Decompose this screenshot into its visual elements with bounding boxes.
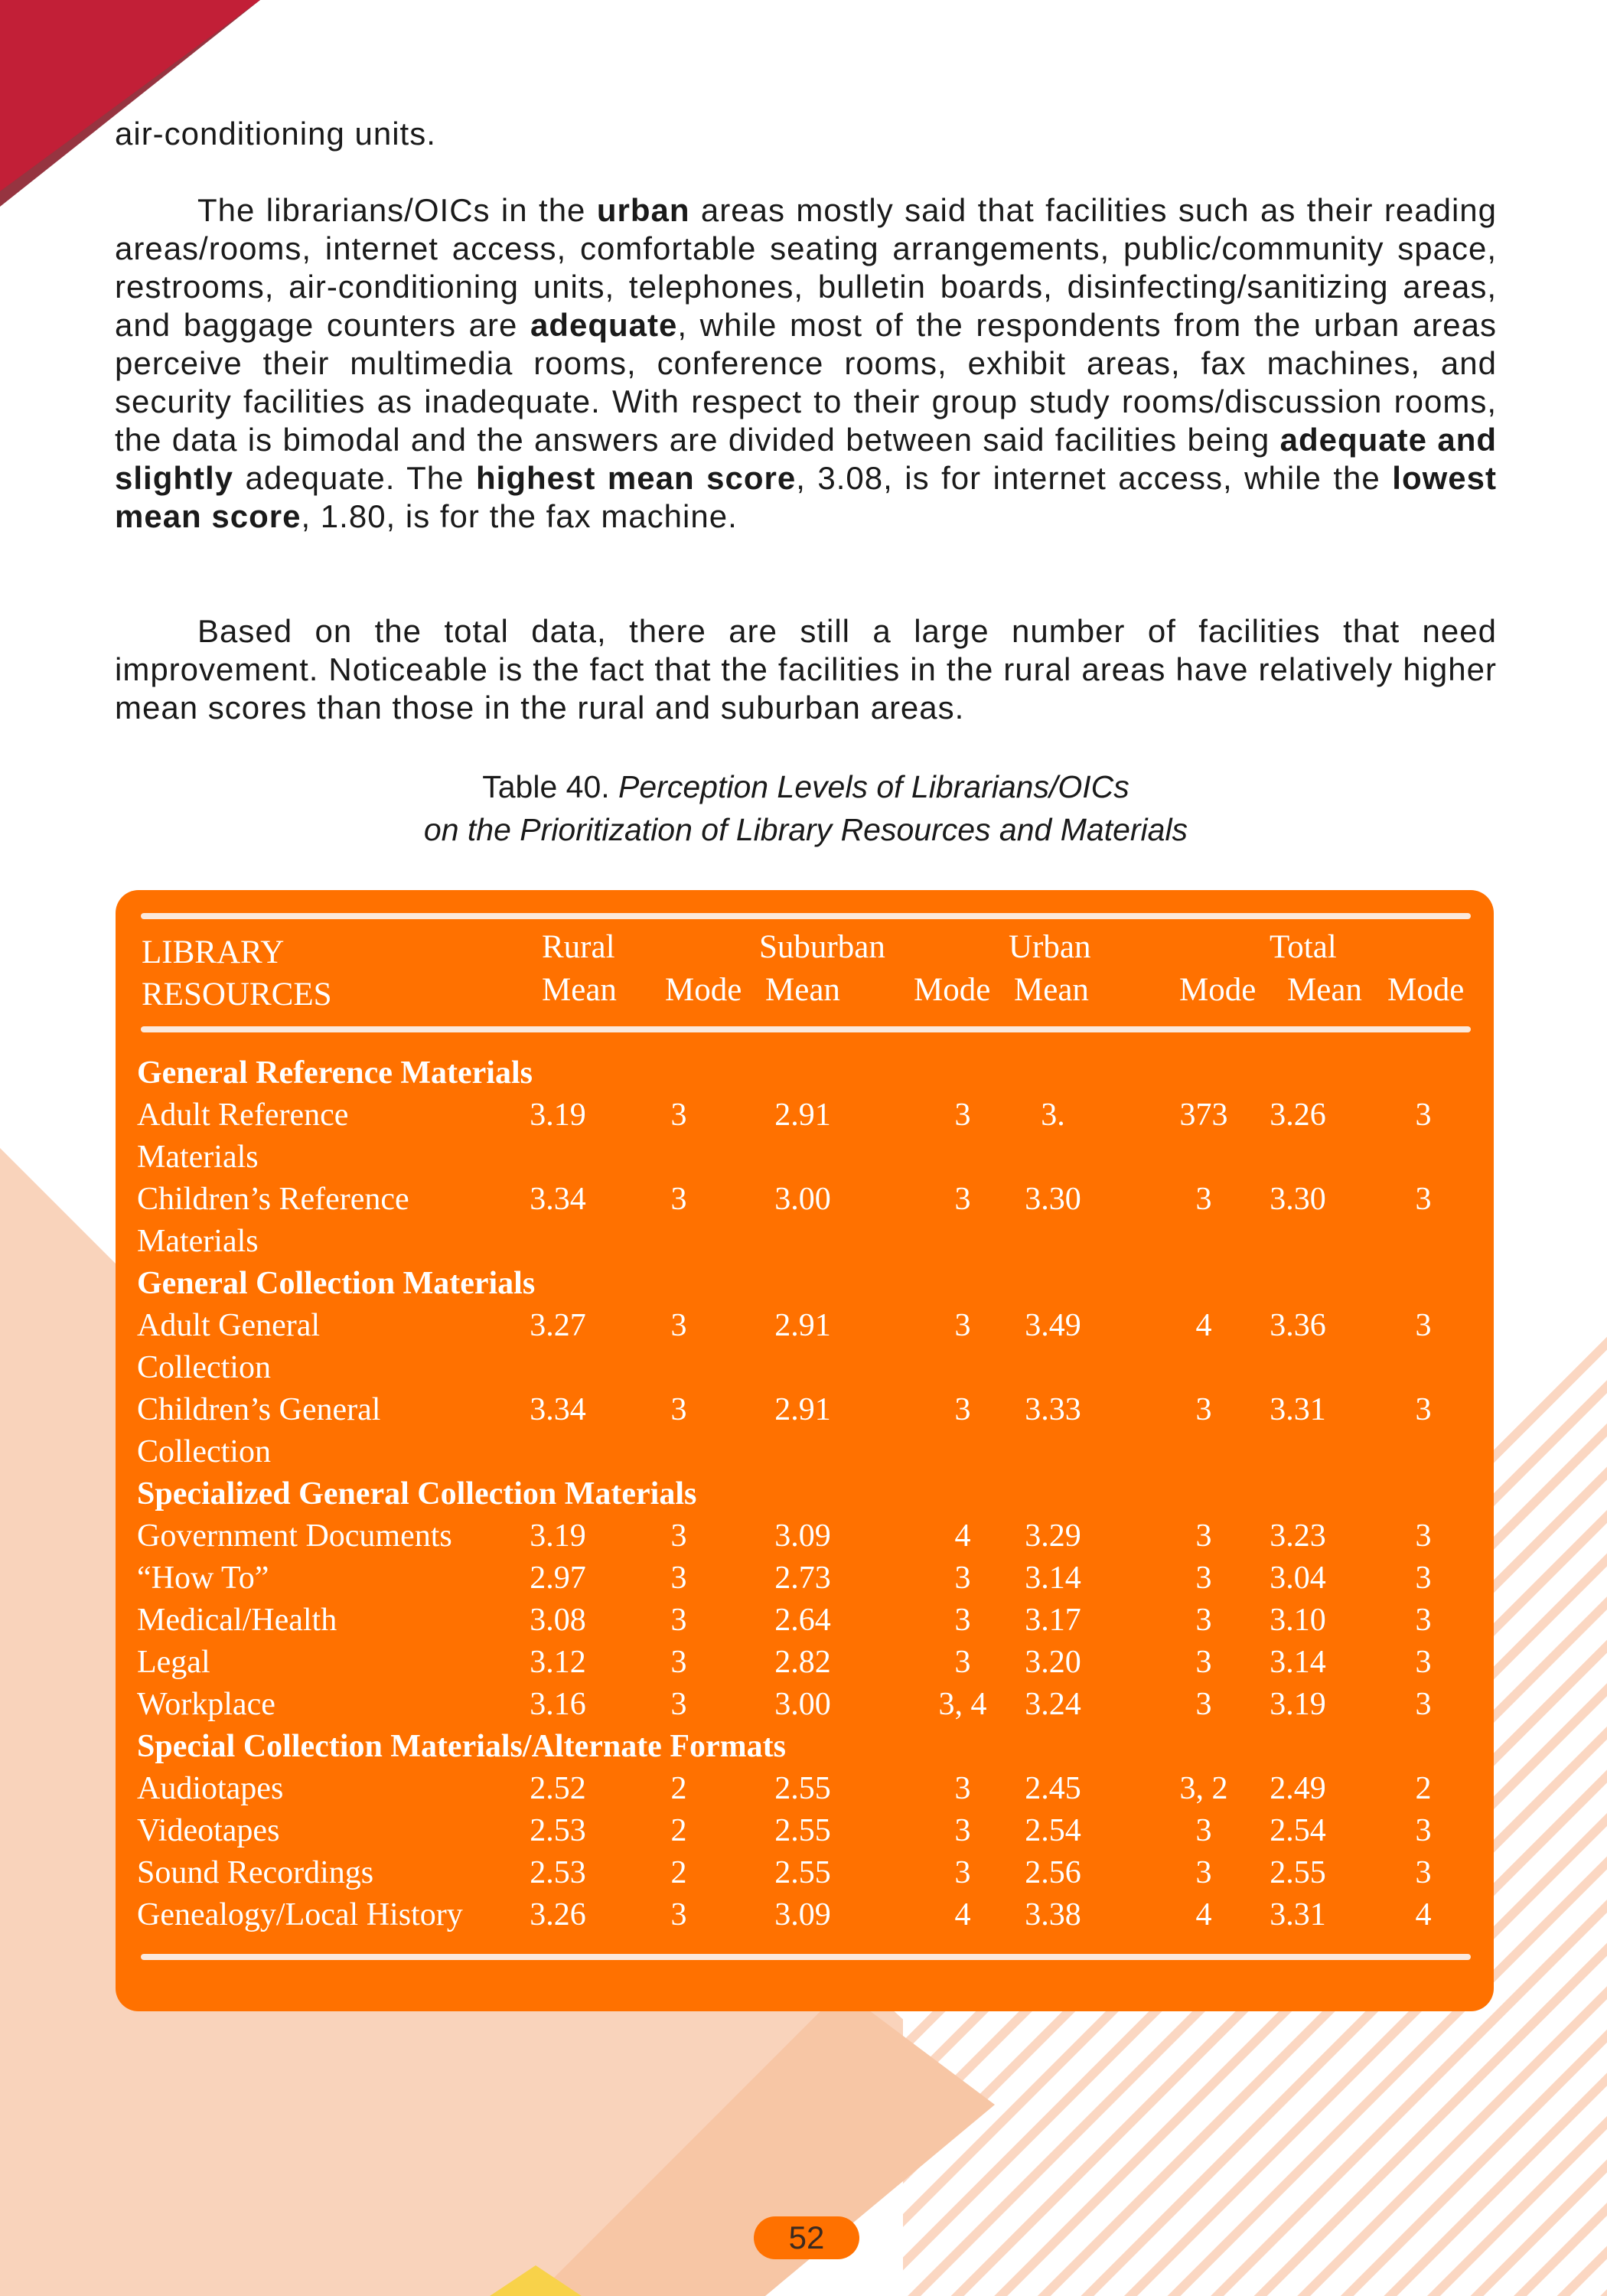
table-cell: 3.31 [1270, 1392, 1326, 1427]
row-label: Genealogy/Local History [137, 1897, 463, 1932]
header-library-line2: RESOURCES [142, 977, 332, 1013]
section-heading: General Collection Materials [137, 1266, 536, 1301]
header-library-line1: LIBRARY [142, 934, 285, 970]
table-cell: 3 [1415, 1392, 1432, 1427]
row-label: Materials [137, 1224, 259, 1259]
table-cell: 3 [1195, 1813, 1212, 1848]
row-label: Audiotapes [137, 1771, 284, 1806]
table-bottom-rule [141, 1954, 1471, 1960]
table-cell: 3, 2 [1179, 1771, 1228, 1806]
table-cell: 3 [670, 1603, 687, 1638]
row-label: Government Documents [137, 1518, 452, 1554]
table-cell: 2.55 [1270, 1855, 1326, 1890]
table-cell: 3 [1195, 1645, 1212, 1680]
table-cell: 3.16 [530, 1687, 586, 1722]
header-sub-1: Mode [665, 972, 742, 1008]
table-cell: 3.00 [774, 1182, 831, 1217]
table-cell: 2.53 [530, 1813, 586, 1848]
header-sub-3: Mode [914, 972, 991, 1008]
table-cell: 4 [1195, 1897, 1212, 1932]
table-cell: 4 [954, 1518, 971, 1554]
data-table [116, 890, 1494, 2011]
table-cell: 4 [1195, 1308, 1212, 1343]
table-cell: 3.17 [1025, 1603, 1081, 1638]
table-caption [115, 765, 1497, 851]
row-label: Collection [137, 1434, 271, 1469]
table-cell: 2.82 [774, 1645, 831, 1680]
section-heading: General Reference Materials [137, 1055, 533, 1091]
row-label: “How To” [137, 1561, 269, 1596]
table-cell: 3 [954, 1097, 971, 1133]
table-cell: 3.49 [1025, 1308, 1081, 1343]
table-cell: 2 [670, 1771, 687, 1806]
table-cell: 3 [670, 1687, 687, 1722]
row-label: Adult Reference [137, 1097, 349, 1133]
table-cell: 3 [954, 1392, 971, 1427]
table-cell: 2.91 [774, 1308, 831, 1343]
table-cell: 2.52 [530, 1771, 586, 1806]
row-label: Adult General [137, 1308, 321, 1343]
table-cell: 3 [670, 1518, 687, 1554]
table-cell: 2.97 [530, 1561, 586, 1596]
table-cell: 3.20 [1025, 1645, 1081, 1680]
table-cell: 3, 4 [938, 1687, 987, 1722]
table-cell: 3 [1415, 1561, 1432, 1596]
row-label: Workplace [137, 1687, 275, 1722]
table-cell: 3 [1415, 1097, 1432, 1133]
table-cell: 3.14 [1270, 1645, 1326, 1680]
table-cell: 3 [1415, 1308, 1432, 1343]
table-cell: 3 [1195, 1687, 1212, 1722]
header-sub-2: Mean [765, 972, 840, 1008]
header-group-urban: Urban [1009, 929, 1091, 965]
table-cell: 3.30 [1025, 1182, 1081, 1217]
header-sub-7: Mode [1387, 972, 1465, 1008]
table-cell: 3.19 [530, 1097, 586, 1133]
table-cell: 3 [1415, 1855, 1432, 1890]
row-label: Children’s Reference [137, 1182, 409, 1217]
header-group-suburban: Suburban [759, 929, 885, 965]
table-cell: 3.04 [1270, 1561, 1326, 1596]
table-cell: 3.38 [1025, 1897, 1081, 1932]
table-cell: 2.73 [774, 1561, 831, 1596]
row-label: Sound Recordings [137, 1855, 374, 1890]
table-cell: 3 [1415, 1182, 1432, 1217]
table-cell: 3 [954, 1771, 971, 1806]
row-label: Materials [137, 1140, 259, 1175]
table-cell: 3.00 [774, 1687, 831, 1722]
table-cell: 2.55 [774, 1771, 831, 1806]
table-cell: 3.26 [1270, 1097, 1326, 1133]
table-cell: 3 [670, 1897, 687, 1932]
table-cell: 3.14 [1025, 1561, 1081, 1596]
table-cell: 3.08 [530, 1603, 586, 1638]
header-group-rural: Rural [542, 929, 615, 965]
paragraph-1: air-conditioning units. [115, 116, 436, 152]
caption-title-line2: on the Prioritization of Library Resources and Materials [423, 812, 1188, 847]
row-label: Children’s General [137, 1392, 381, 1427]
table-cell: 3.34 [530, 1392, 586, 1427]
table-header-rule [141, 1026, 1471, 1032]
row-label: Collection [137, 1350, 271, 1385]
table-cell: 3.29 [1025, 1518, 1081, 1554]
table-cell: 3.36 [1270, 1308, 1326, 1343]
header-group-total: Total [1270, 929, 1337, 965]
section-heading: Specialized General Collection Materials [137, 1476, 697, 1512]
table-cell: 3 [1415, 1687, 1432, 1722]
paragraph-3: Based on the total data, there are still a large number of facilities that need improvement. Noticeable is the fact that the facilities in the rural areas have relatively higher mean scores than those in the rural and suburban areas. [115, 613, 1497, 726]
table-cell: 3 [1415, 1645, 1432, 1680]
table-cell: 3 [954, 1855, 971, 1890]
header-sub-4: Mean [1014, 972, 1089, 1008]
table-cell: 3 [670, 1392, 687, 1427]
table-cell: 3 [954, 1182, 971, 1217]
table-cell: 2.56 [1025, 1855, 1081, 1890]
table-cell: 2.54 [1025, 1813, 1081, 1848]
table-cell: 2.91 [774, 1097, 831, 1133]
table-cell: 3.09 [774, 1897, 831, 1932]
caption-title-line1: Perception Levels of Librarians/OICs [618, 769, 1129, 804]
table-cell: 3 [1195, 1561, 1212, 1596]
table-cell: 3 [954, 1603, 971, 1638]
table-cell: 3.19 [1270, 1687, 1326, 1722]
table-cell: 3 [1415, 1603, 1432, 1638]
table-cell: 3.23 [1270, 1518, 1326, 1554]
table-cell: 3 [1195, 1392, 1212, 1427]
table-cell: 3 [1195, 1603, 1212, 1638]
table-cell: 2.64 [774, 1603, 831, 1638]
table-cell: 3 [670, 1561, 687, 1596]
caption-label: Table 40. [482, 769, 619, 804]
header-sub-0: Mean [542, 972, 617, 1008]
table-cell: 3 [1195, 1182, 1212, 1217]
table-cell: 3 [670, 1182, 687, 1217]
table-cell: 3.34 [530, 1182, 586, 1217]
table-cell: 3.24 [1025, 1687, 1081, 1722]
table-cell: 3 [1195, 1518, 1212, 1554]
table-cell: 2.54 [1270, 1813, 1326, 1848]
paragraph-2: The librarians/OICs in the urban areas mostly said that facilities such as their reading areas/rooms, internet access, comfortable seating arrangements, public/community space, restrooms, air-conditioning units, telephones, bulletin boards, disinfecting/sanitizing areas, and baggage counters are adequate, while most of the respondents from the urban areas perceive their multimedia rooms, conference rooms, exhibit areas, fax machines, and security facilities as inadequate. With respect to their group study rooms/discussion rooms, the data is bimodal and the answers are divided between said facilities being adequate and slightly adequate. The highest mean score, 3.08, is for internet access, while the lowest mean score, 1.80, is for the fax machine. [115, 192, 1498, 534]
table-cell: 2.45 [1025, 1771, 1081, 1806]
table-cell: 2.53 [530, 1855, 586, 1890]
table-cell: 3.27 [530, 1308, 586, 1343]
table-cell: 2.55 [774, 1855, 831, 1890]
table-cell: 3.10 [1270, 1603, 1326, 1638]
table-cell: 3 [1195, 1855, 1212, 1890]
table-cell: 3.30 [1270, 1182, 1326, 1217]
table-cell: 3 [954, 1813, 971, 1848]
table-cell: 3 [954, 1645, 971, 1680]
header-sub-5: Mode [1179, 972, 1257, 1008]
header-sub-6: Mean [1287, 972, 1362, 1008]
row-label: Legal [137, 1645, 210, 1680]
table-cell: 3 [670, 1308, 687, 1343]
table-cell: 3 [954, 1561, 971, 1596]
table-cell: 4 [1415, 1897, 1432, 1932]
table-cell: 2.49 [1270, 1771, 1326, 1806]
section-heading: Special Collection Materials/Alternate Formats [137, 1729, 786, 1764]
table-cell: 3.09 [774, 1518, 831, 1554]
table-cell: 2 [670, 1813, 687, 1848]
row-label: Videotapes [137, 1813, 280, 1848]
table-cell: 3 [670, 1097, 687, 1133]
table-cell: 3 [670, 1645, 687, 1680]
table-cell: 3. [1041, 1097, 1065, 1133]
table-cell: 3.26 [530, 1897, 586, 1932]
table-cell: 4 [954, 1897, 971, 1932]
table-cell: 2 [670, 1855, 687, 1890]
table-cell: 3 [954, 1308, 971, 1343]
page-number: 52 [754, 2216, 859, 2259]
table-cell: 3.12 [530, 1645, 586, 1680]
table-cell: 3.31 [1270, 1897, 1326, 1932]
table-cell: 2 [1415, 1771, 1432, 1806]
table-cell: 3 [1415, 1813, 1432, 1848]
table-cell: 3.33 [1025, 1392, 1081, 1427]
table-top-rule [141, 913, 1471, 919]
table-cell: 373 [1179, 1097, 1228, 1133]
table-cell: 3.19 [530, 1518, 586, 1554]
row-label: Medical/Health [137, 1603, 337, 1638]
table-cell: 2.91 [774, 1392, 831, 1427]
table-cell: 2.55 [774, 1813, 831, 1848]
table-cell: 3 [1415, 1518, 1432, 1554]
